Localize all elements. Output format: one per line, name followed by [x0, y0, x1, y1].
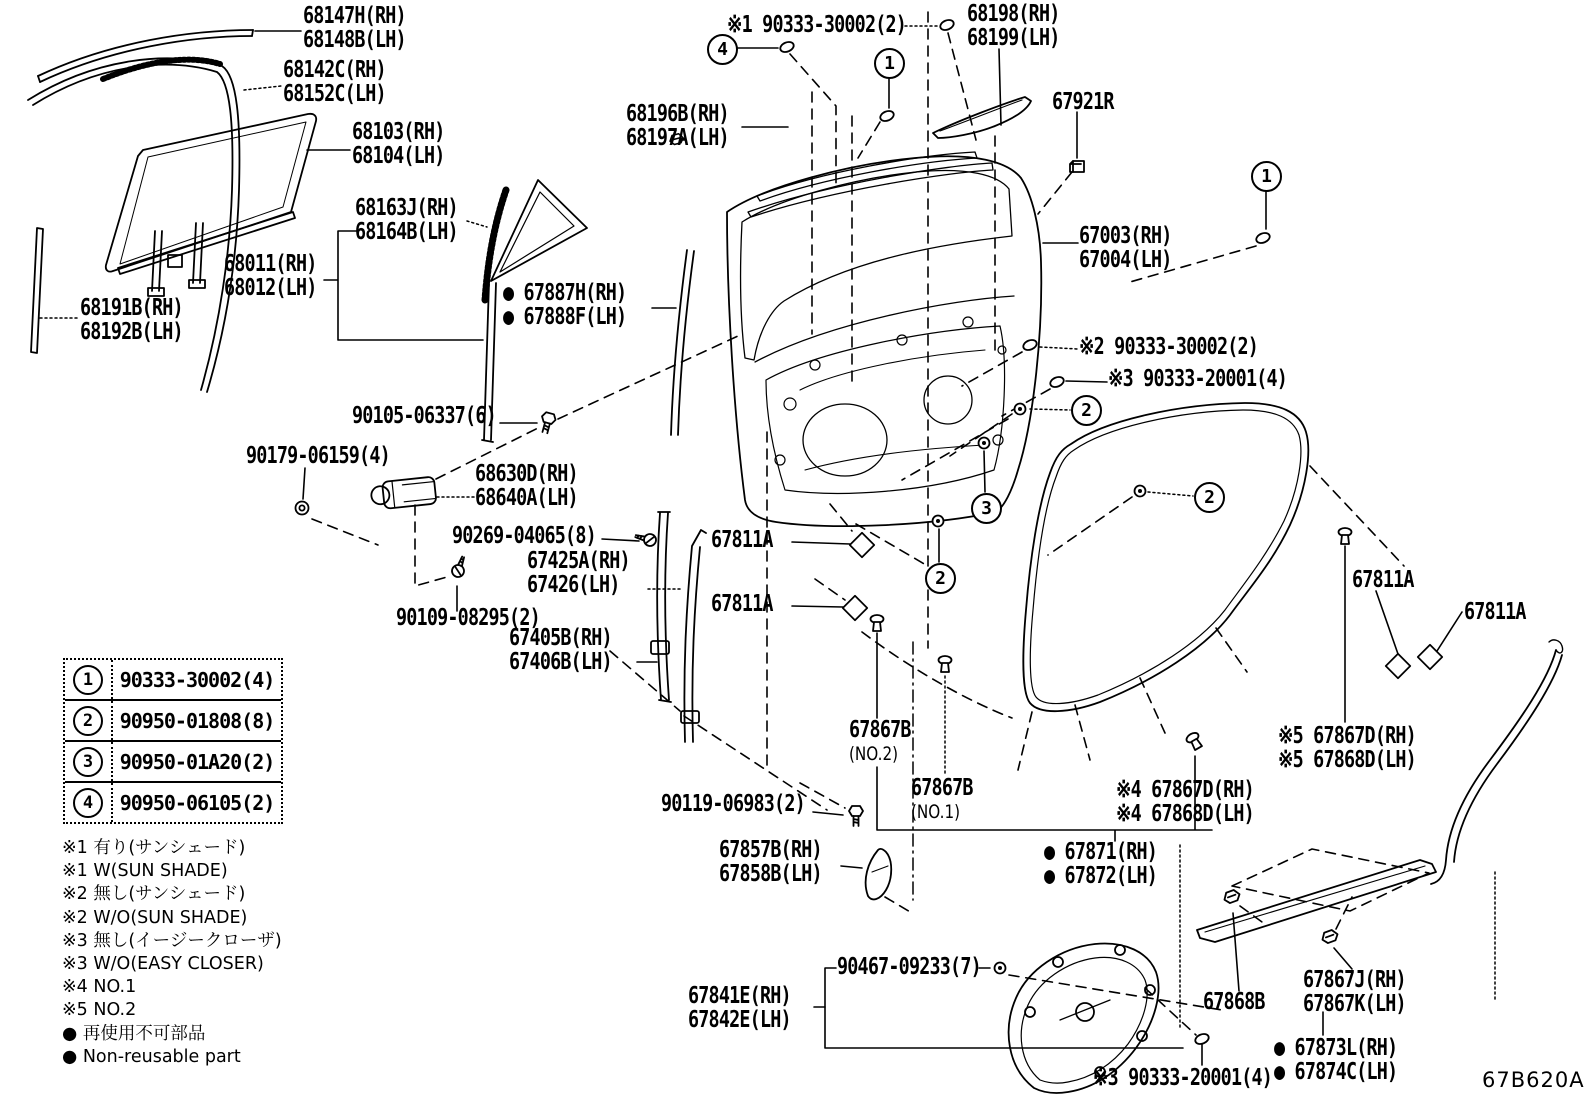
legend-part-number: 90950-01A20(2)	[119, 749, 275, 774]
regulator-motor-drawing	[370, 477, 436, 511]
table-row	[65, 701, 281, 742]
clip-icon	[1222, 889, 1241, 905]
reference-notes	[62, 837, 282, 1069]
legend-part-number: 90950-01808(8)	[119, 708, 275, 733]
legend-part-number: 90333-30002(4)	[119, 667, 275, 692]
push-pin-icon	[1339, 528, 1352, 544]
roof-side-strip-drawing	[38, 30, 253, 82]
legend-callout-1: 1	[73, 665, 103, 695]
diagram-code: 67B620A	[1482, 1068, 1585, 1092]
nut-icon	[979, 438, 990, 449]
callout-3: 3	[971, 493, 1002, 524]
grommet-icon	[296, 502, 309, 515]
part-label-67867d-ref4: ※4 67867D(RH) ※4 67868D(LH)	[1116, 777, 1254, 827]
part-label-67841e: 67841E(RH) 67842E(LH)	[688, 983, 791, 1033]
part-label-67871: ● 67871(RH) ● 67872(LH)	[1044, 839, 1158, 889]
pad-diamond-icon	[843, 596, 867, 620]
glass-guide-channels-drawing	[651, 512, 706, 742]
part-label-67857b: 67857B(RH) 67858B(LH)	[719, 837, 822, 887]
part-label-67811a-2: 67811A	[711, 591, 773, 617]
screw-icon	[634, 530, 657, 547]
part-label-67867d-ref5: ※5 67867D(RH) ※5 67868D(LH)	[1278, 723, 1416, 773]
part-label-67811a-1: 67811A	[711, 527, 773, 553]
table-row	[65, 783, 281, 822]
callout-1: 1	[874, 48, 905, 79]
push-pin-icon	[939, 656, 952, 672]
note-line: ● 再使用不可部品	[62, 1023, 206, 1044]
legend-part-number: 90950-06105(2)	[119, 790, 275, 815]
grommet-icon	[1049, 375, 1065, 389]
grommet-icon	[879, 109, 895, 123]
screw-icon	[450, 555, 468, 579]
nut-icon	[933, 516, 944, 527]
callout-2: 2	[925, 563, 956, 594]
fastener-label-90333-20001-ref3: ※3 90333-20001(4)	[1108, 366, 1288, 392]
glass-run-strip-drawing	[31, 228, 43, 353]
part-label-68142c: 68142C(RH) 68152C(LH)	[283, 57, 386, 107]
part-label-68011: 68011(RH) 68012(LH)	[224, 251, 317, 301]
legend-callout-4: 4	[73, 788, 103, 818]
grommet-icon	[1255, 231, 1271, 245]
bolt-icon	[538, 411, 557, 434]
part-label-67867b-no2: 67867B (NO.2)	[849, 717, 911, 765]
part-label-67921r: 67921R	[1052, 89, 1114, 115]
table-row	[65, 660, 281, 701]
callout-1: 1	[1251, 161, 1282, 192]
nut-icon	[995, 963, 1006, 974]
door-shell-drawing	[727, 156, 1041, 526]
part-label-67811a-4: 67811A	[1464, 599, 1526, 625]
bolt-icon	[849, 806, 863, 826]
nut-icon	[1135, 486, 1146, 497]
fastener-label-90119-06983: 90119-06983(2)	[661, 791, 805, 817]
part-label-68147h: 68147H(RH) 68148B(LH)	[303, 3, 406, 53]
note-line: ※2 W/O(SUN SHADE)	[62, 907, 248, 928]
part-label-68630d: 68630D(RH) 68640A(LH)	[475, 461, 578, 511]
callout-2: 2	[1194, 482, 1225, 513]
clip-icon	[1320, 929, 1339, 945]
note-line: ※1 有り(サンシェード)	[62, 838, 246, 858]
legend-callout-3: 3	[73, 747, 103, 777]
fastener-label-90333-30002-ref1: ※1 90333-30002(2)	[727, 12, 907, 38]
part-label-67873l: ● 67873L(RH) ● 67874C(LH)	[1274, 1035, 1398, 1085]
part-label-67405b: 67405B(RH) 67406B(LH)	[509, 625, 612, 675]
part-label-67811a-3: 67811A	[1352, 567, 1414, 593]
part-label-67867j: 67867J(RH) 67867K(LH)	[1303, 967, 1406, 1017]
note-line: ※1 W(SUN SHADE)	[62, 861, 228, 882]
part-label-67868b: 67868B	[1203, 989, 1265, 1015]
callout-2: 2	[1071, 395, 1102, 426]
legend-callout-2: 2	[73, 706, 103, 736]
fastener-label-90109-08295: 90109-08295(2)	[396, 605, 540, 631]
pad-diamond-icon	[1386, 654, 1410, 678]
fastener-label-90105-06337: 90105-06337(6)	[352, 403, 496, 429]
nut-icon	[1015, 404, 1026, 415]
fastener-label-90467-09233: 90467-09233(7)	[837, 954, 981, 980]
fastener-label-90333-20001-bottom: ※3 90333-20001(4)	[1093, 1065, 1273, 1091]
note-line: ※3 W/O(EASY CLOSER)	[62, 954, 264, 975]
pad-diamond-icon	[850, 533, 874, 557]
part-label-68191b: 68191B(RH) 68192B(LH)	[80, 295, 183, 345]
table-row	[65, 742, 281, 783]
front-channel-molding-drawing	[671, 250, 694, 435]
door-cushion-drawing	[866, 849, 892, 899]
part-label-67867b-no1: 67867B (NO.1)	[911, 775, 973, 823]
part-label-68198: 68198(RH) 68199(LH)	[967, 1, 1060, 51]
part-label-68163j: 68163J(RH) 68164B(LH)	[355, 195, 458, 245]
fastener-legend-table	[63, 658, 283, 824]
part-label-67003: 67003(RH) 67004(LH)	[1079, 223, 1172, 273]
note-line: ● Non-reusable part	[62, 1046, 241, 1067]
part-label-68103: 68103(RH) 68104(LH)	[352, 119, 445, 169]
note-line: ※3 無し(イージークローザ)	[62, 930, 282, 951]
grommet-icon	[1022, 338, 1038, 352]
note-line: ※5 NO.2	[62, 1000, 137, 1021]
push-pin-icon	[1185, 731, 1204, 751]
fastener-label-90333-30002-ref2: ※2 90333-30002(2)	[1079, 334, 1259, 360]
part-label-67425a: 67425A(RH) 67426(LH)	[527, 548, 630, 598]
push-pin-icon	[871, 615, 884, 631]
part-label-67887h: ● 67887H(RH) ● 67888F(LH)	[503, 280, 627, 330]
grommet-icon	[939, 18, 955, 32]
fastener-label-90269-04065: 90269-04065(8)	[452, 523, 596, 549]
note-line: ※4 NO.1	[62, 977, 137, 998]
note-line: ※2 無し(サンシェード)	[62, 884, 246, 905]
fastener-label-90179-06159: 90179-06159(4)	[246, 443, 390, 469]
part-label-68196b: 68196B(RH) 68197A(LH)	[626, 101, 729, 151]
door-weatherstrip-loop-drawing	[1023, 403, 1308, 711]
cushion-cube-icon	[1070, 161, 1084, 172]
grommet-icon	[779, 40, 795, 54]
callout-4: 4	[707, 34, 738, 65]
